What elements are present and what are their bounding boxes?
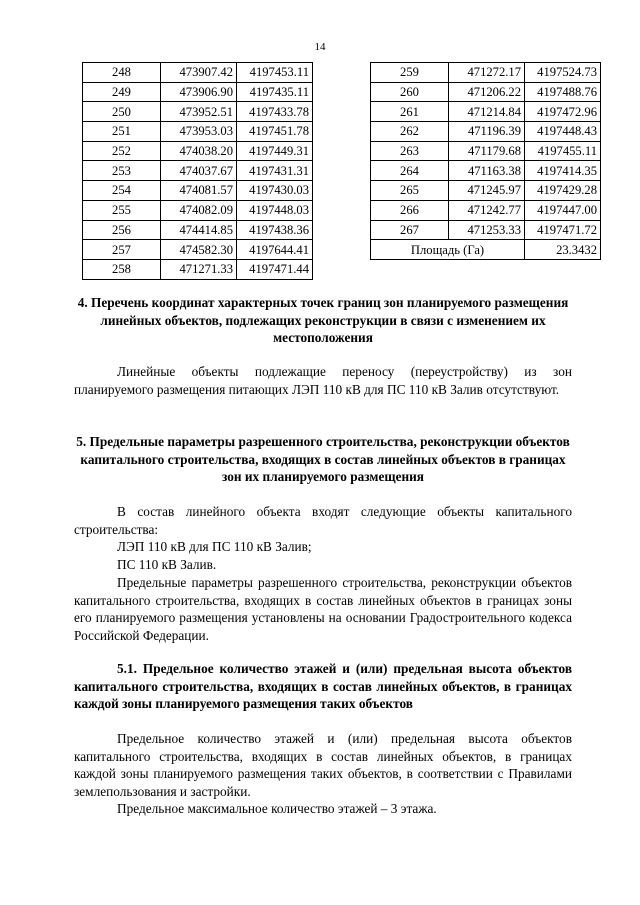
table-row [371, 63, 601, 83]
y-coordinate: 4197448.03 [237, 200, 313, 220]
y-coordinate: 4197455.11 [525, 141, 601, 161]
table-row [371, 181, 601, 201]
point-number: 263 [371, 141, 449, 161]
x-coordinate: 473952.51 [161, 102, 237, 122]
x-coordinate: 474038.20 [161, 141, 237, 161]
x-coordinate: 474582.30 [161, 240, 237, 260]
x-coordinate: 473906.90 [161, 82, 237, 102]
table-row [83, 161, 313, 181]
point-number: 248 [83, 63, 161, 83]
y-coordinate: 4197524.73 [525, 63, 601, 83]
section-5-list-item-1: ЛЭП 110 кВ для ПС 110 кВ Залив; [117, 539, 312, 554]
x-coordinate: 473907.42 [161, 63, 237, 83]
x-coordinate: 474081.57 [161, 181, 237, 201]
x-coordinate: 471272.17 [449, 63, 525, 83]
y-coordinate: 4197431.31 [237, 161, 313, 181]
x-coordinate: 471242.77 [449, 200, 525, 220]
y-coordinate: 4197472.96 [525, 102, 601, 122]
x-coordinate: 473953.03 [161, 122, 237, 142]
point-number: 262 [371, 122, 449, 142]
y-coordinate: 4197430.03 [237, 181, 313, 201]
y-coordinate: 4197438.36 [237, 220, 313, 240]
section-5-heading: 5. Предельные параметры разрешенного строительства, реконструкции объектов капитального строительства, входящих в состав линейных объектов в границах зон их планируемого размещения [76, 434, 570, 484]
y-coordinate: 4197644.41 [237, 240, 313, 260]
table-row [371, 220, 601, 240]
point-number: 250 [83, 102, 161, 122]
table-row [83, 259, 313, 279]
y-coordinate: 4197449.31 [237, 141, 313, 161]
table-row [371, 200, 601, 220]
point-number: 261 [371, 102, 449, 122]
y-coordinate: 4197433.78 [237, 102, 313, 122]
table-row [371, 82, 601, 102]
table-row [371, 122, 601, 142]
point-number: 257 [83, 240, 161, 260]
table-row [371, 141, 601, 161]
point-number: 264 [371, 161, 449, 181]
table-row [83, 181, 313, 201]
x-coordinate: 471253.33 [449, 220, 525, 240]
section-5-list-item-2: ПС 110 кВ Залив. [117, 557, 217, 572]
table-row [83, 200, 313, 220]
table-row [83, 240, 313, 260]
point-number: 265 [371, 181, 449, 201]
point-number: 252 [83, 141, 161, 161]
coordinates-table-right [370, 62, 601, 260]
x-coordinate: 474037.67 [161, 161, 237, 181]
point-number: 255 [83, 200, 161, 220]
area-value: 23.3432 [525, 240, 601, 260]
table-row [83, 82, 313, 102]
point-number: 258 [83, 259, 161, 279]
y-coordinate: 4197448.43 [525, 122, 601, 142]
point-number: 253 [83, 161, 161, 181]
point-number: 256 [83, 220, 161, 240]
section-4-paragraph: Линейные объекты подлежащие переносу (переустройству) из зон планируемого размещения питающих ЛЭП 110 кВ для ПС 110 кВ Залив отсутствуют. [74, 364, 572, 397]
point-number: 260 [371, 82, 449, 102]
section-5-paragraph-2: Предельные параметры разрешенного строительства, реконструкции объектов капитального строительства, входящих в состав линейных объектов в границах зоны его планируемого размещения установлены на основании Градостроительного кодекса Российской Федерации. [74, 575, 572, 643]
section-5-1-paragraph-1: Предельное количество этажей и (или) предельная высота объектов капитального строительства, входящих в состав линейных объектов, в границах каждой зоны планируемого размещения таких объектов, в соответствии с Правилами землепользования и застройки. [74, 731, 572, 799]
table-row [83, 141, 313, 161]
section-4-heading: 4. Перечень координат характерных точек границ зон планируемого размещения линейных объектов, подлежащих реконструкции в связи с изменением их местоположения [77, 295, 569, 345]
y-coordinate: 4197429.28 [525, 181, 601, 201]
y-coordinate: 4197451.78 [237, 122, 313, 142]
table-row [83, 102, 313, 122]
section-5-paragraph-1: В состав линейного объекта входят следующие объекты капитального строительства: [74, 504, 572, 537]
y-coordinate: 4197453.11 [237, 63, 313, 83]
area-label: Площадь (Га) [371, 240, 525, 260]
table-row [83, 220, 313, 240]
y-coordinate: 4197447.00 [525, 200, 601, 220]
x-coordinate: 471179.68 [449, 141, 525, 161]
x-coordinate: 471245.97 [449, 181, 525, 201]
page-number: 14 [314, 41, 326, 53]
x-coordinate: 471163.38 [449, 161, 525, 181]
y-coordinate: 4197414.35 [525, 161, 601, 181]
x-coordinate: 471271.33 [161, 259, 237, 279]
x-coordinate: 471214.84 [449, 102, 525, 122]
x-coordinate: 474414.85 [161, 220, 237, 240]
point-number: 254 [83, 181, 161, 201]
table-row [83, 63, 313, 83]
x-coordinate: 474082.09 [161, 200, 237, 220]
section-5-1-paragraph-2: Предельное максимальное количество этажей – 3 этажа. [117, 801, 437, 816]
y-coordinate: 4197471.72 [525, 220, 601, 240]
table-row [83, 122, 313, 142]
area-row [371, 240, 601, 260]
y-coordinate: 4197471.44 [237, 259, 313, 279]
point-number: 249 [83, 82, 161, 102]
point-number: 251 [83, 122, 161, 142]
point-number: 259 [371, 63, 449, 83]
point-number: 267 [371, 220, 449, 240]
point-number: 266 [371, 200, 449, 220]
table-row [371, 161, 601, 181]
coordinates-table-left [82, 62, 313, 280]
x-coordinate: 471206.22 [449, 82, 525, 102]
section-5-1-heading: 5.1. Предельное количество этажей и (или) предельная высота объектов капитального строительства, входящих в состав линейных объектов, в границах каждой зоны планируемого размещения таких объектов [74, 661, 572, 711]
table-row [371, 102, 601, 122]
y-coordinate: 4197488.76 [525, 82, 601, 102]
x-coordinate: 471196.39 [449, 122, 525, 142]
y-coordinate: 4197435.11 [237, 82, 313, 102]
